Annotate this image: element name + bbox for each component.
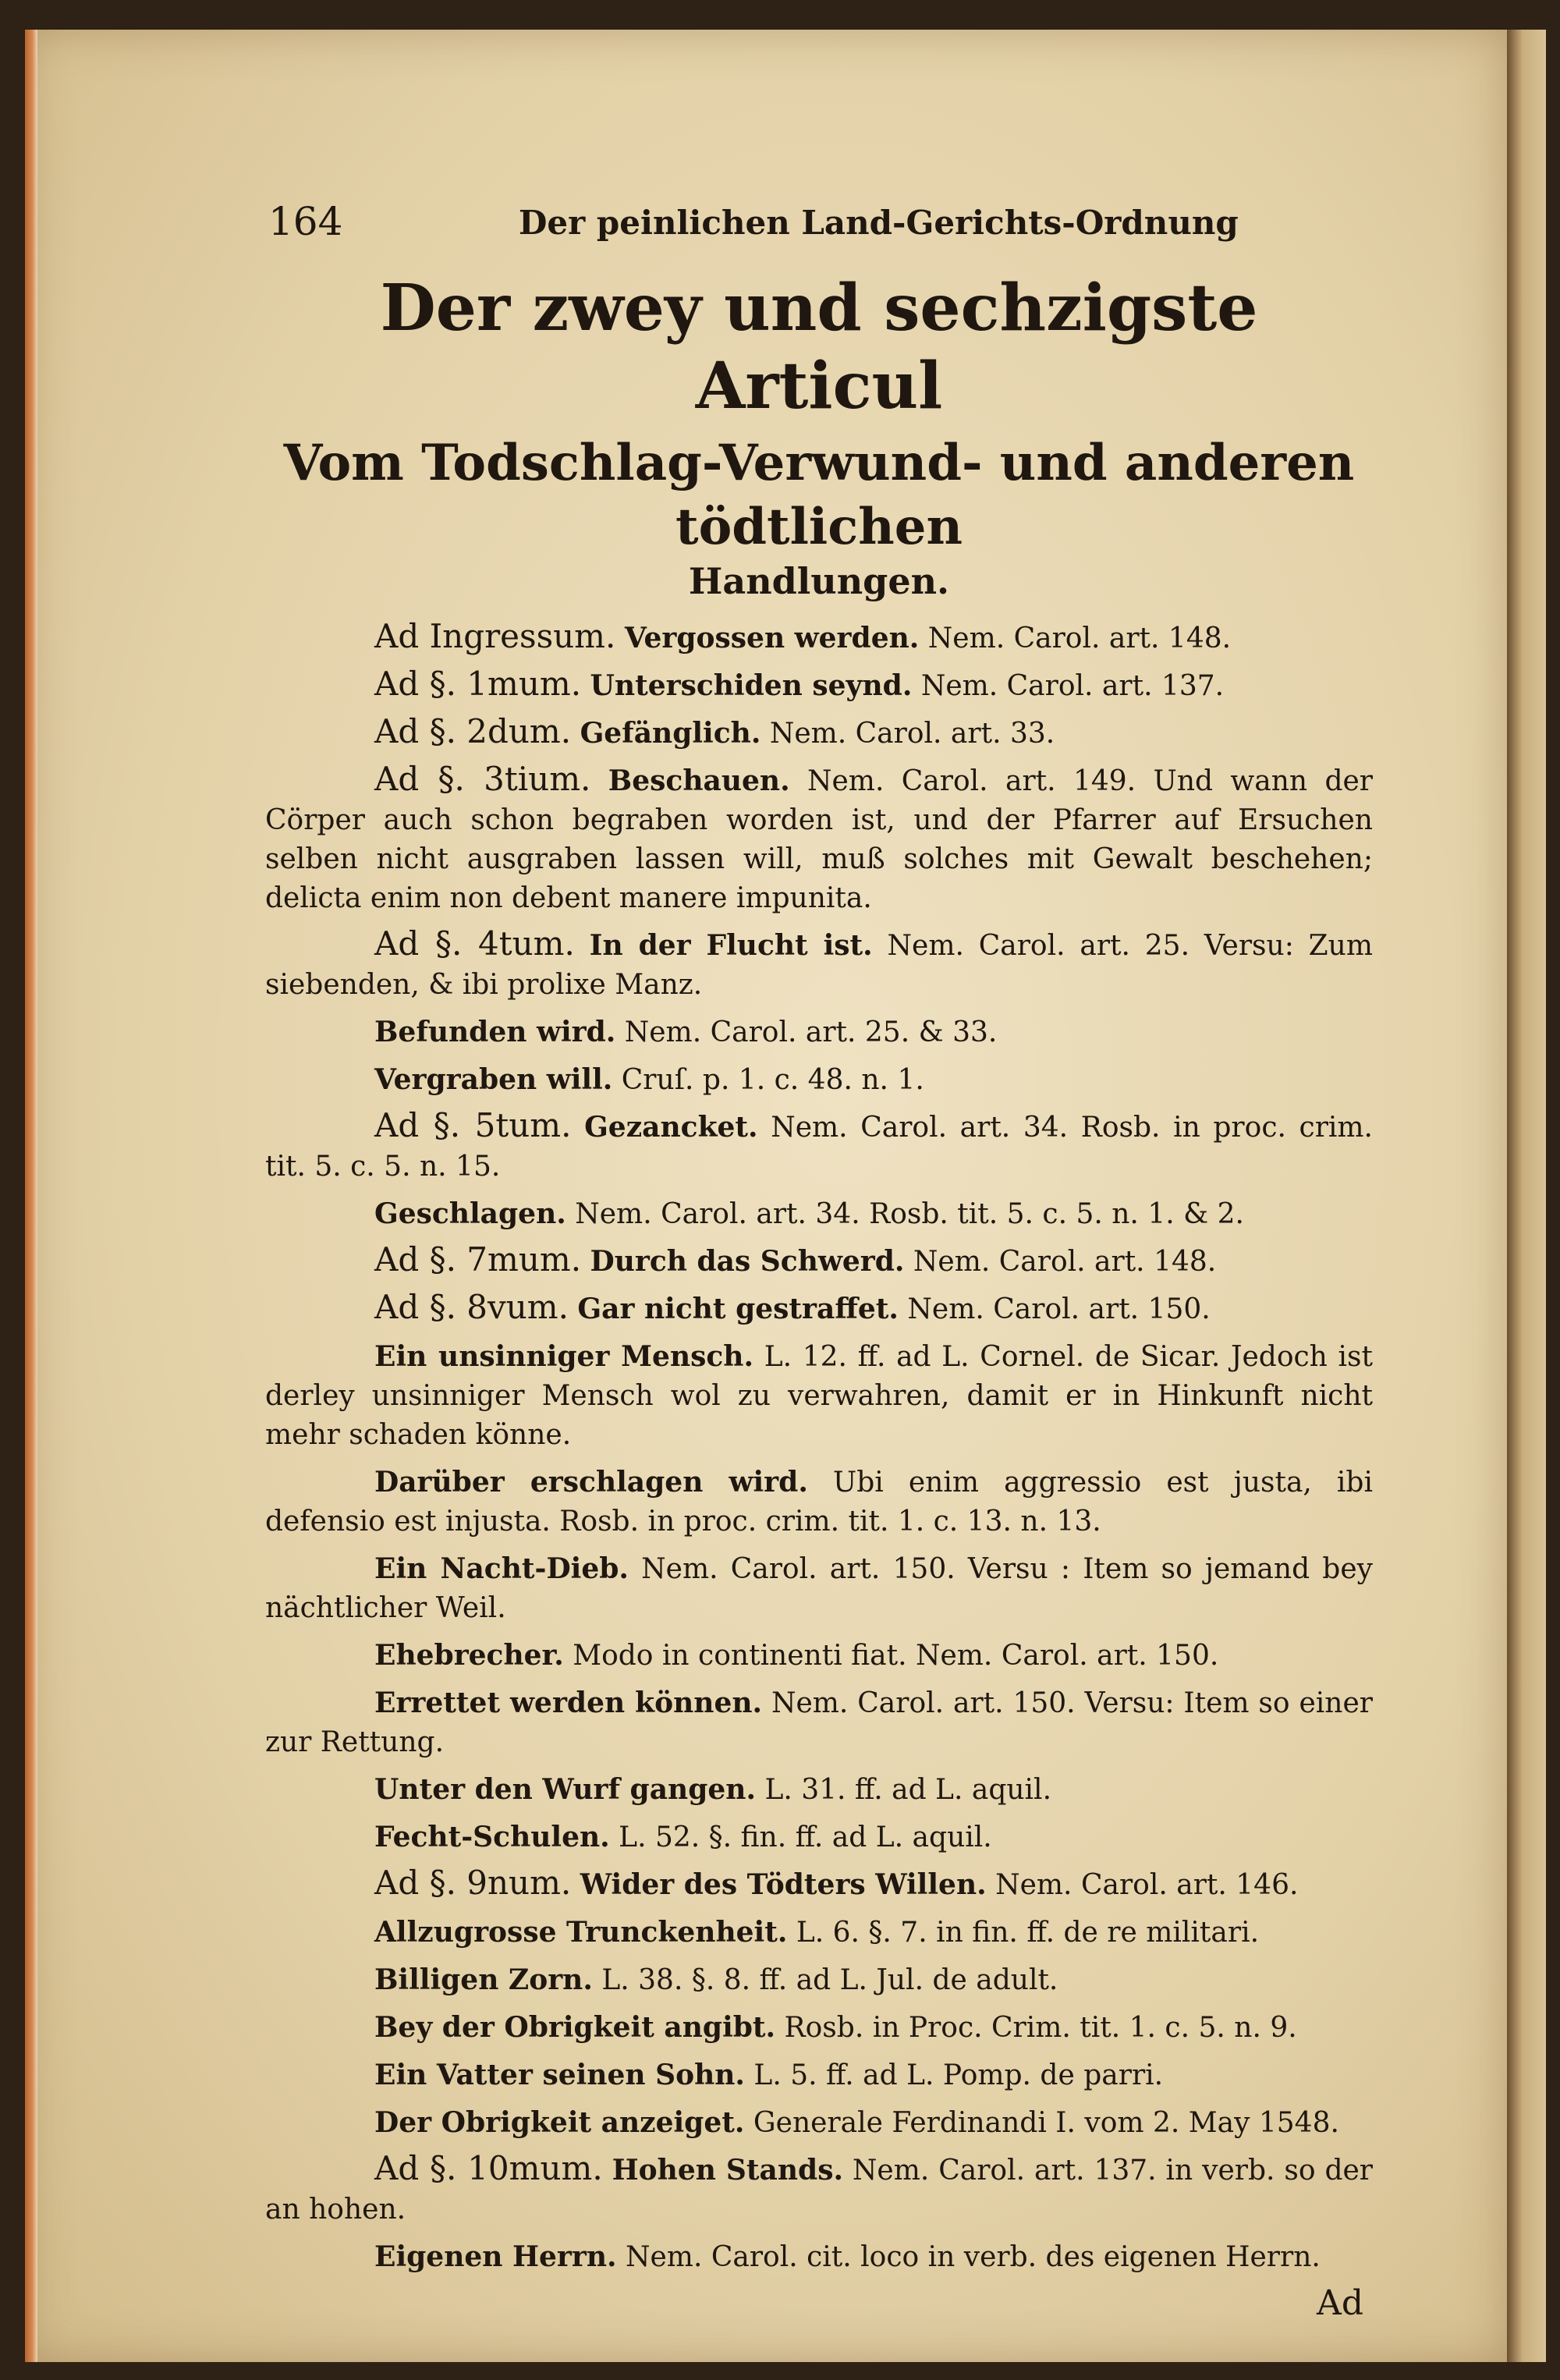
entry-keyword: In der Flucht ist.	[589, 929, 873, 962]
entry-list	[265, 617, 1373, 2277]
entry	[265, 1959, 1373, 2000]
entry-keyword: Der Obrigkeit anzeiget.	[374, 2106, 745, 2139]
entry	[265, 1193, 1373, 1234]
entry	[265, 2149, 1373, 2229]
entry-text: Nem. Carol. art. 150. Versu : Item so jemand bey nächtlicher Weil.	[265, 1553, 1373, 1624]
entry-keyword: Fecht-Schulen.	[374, 1821, 610, 1853]
entry-text: Cruſ. p. 1. c. 48. n. 1.	[621, 1064, 924, 1096]
entry-ad: Ad §. 1mum.	[374, 665, 582, 703]
entry-text: Nem. Carol. art. 34. Rosb. in proc. crim. tit. 5. c. 5. n. 15.	[265, 1112, 1374, 1183]
entry-keyword: Ein unsinniger Mensch.	[374, 1340, 754, 1373]
entry-text: Nem. Carol. art. 149. Und wann der Cörper auch schon begraben worden ist, und der Pfarrer auf Ersuchen selben nicht ausgraben lassen will, muß solches mit Gewalt beschehen; delicta enim non debent manere impunita.	[265, 765, 1374, 914]
entry-keyword: Ein Nacht-Dieb.	[374, 1552, 629, 1585]
entry-text: Nem. Carol. art. 146.	[995, 1869, 1299, 1901]
article-subtitle: Vom Todschlag-Verwund- und anderen tödtlichen	[283, 434, 1355, 556]
article-subtitle-continued: Handlungen.	[688, 560, 950, 602]
entry-text: Nem. Carol. art. 137. in verb. so der an hohen.	[265, 2155, 1373, 2226]
entry-keyword: Vergraben will.	[374, 1063, 613, 1096]
entry	[265, 1461, 1373, 1541]
entry-keyword: Geschlagen.	[374, 1197, 566, 1230]
entry-keyword: Eigenen Herrn.	[374, 2240, 617, 2273]
page-header	[265, 199, 1373, 254]
entry-text: Nem. Carol. art. 25. & 33.	[624, 1016, 998, 1048]
entry-text: Rosb. in Proc. Crim. tit. 1. c. 5. n. 9.	[784, 2012, 1297, 2044]
entry-ad: Ad §. 9num.	[374, 1864, 572, 1902]
next-page-edge	[1507, 30, 1546, 2362]
entry-keyword: Allzugrosse Trunckenheit.	[374, 1916, 788, 1949]
entry	[265, 2054, 1373, 2095]
catchword: Ad	[1317, 2283, 1363, 2323]
entry-keyword: Ein Vatter seinen Sohn.	[374, 2059, 745, 2091]
entry-ad: Ad §. 3tium.	[374, 760, 591, 798]
entry	[265, 1864, 1373, 1905]
entry-text: Nem. Carol. art. 25. Versu: Zum siebenden, & ibi prolixe Manz.	[265, 930, 1373, 1001]
entry-text: Nem. Carol. art. 148.	[927, 622, 1232, 654]
entry-text: Modo in continenti fiat. Nem. Carol. art. 150.	[573, 1640, 1219, 1672]
entry-text: Nem. Carol. art. 34. Rosb. tit. 5. c. 5. n. 1. & 2.	[575, 1198, 1244, 1230]
entry-text: L. 52. §. fin. ff. ad L. aquil.	[619, 1821, 992, 1853]
entry-keyword: Errettet werden können.	[374, 1687, 763, 1719]
entry	[265, 1059, 1373, 1100]
entry-text: L. 5. ff. ad L. Pomp. de parri.	[753, 2059, 1164, 2091]
entry-text: Ubi enim aggressio est justa, ibi defensio est injusta. Rosb. in proc. crim. tit. 1. c. 13. n. 13.	[265, 1467, 1373, 1538]
entry	[265, 1682, 1373, 1762]
entry	[265, 617, 1373, 658]
entry-text: Nem. Carol. art. 33.	[769, 718, 1055, 750]
entry	[265, 760, 1373, 918]
entry-keyword: Durch das Schwerd.	[590, 1245, 905, 1278]
entry	[265, 2236, 1373, 2277]
entry	[265, 1816, 1373, 1857]
entry-text: Nem. Carol. art. 148.	[913, 1246, 1217, 1278]
entry	[265, 1011, 1373, 1052]
entry-keyword: Gefänglich.	[580, 717, 761, 750]
entry-keyword: Bey der Obrigkeit angibt.	[374, 2011, 776, 2044]
entry-keyword: Ehebrecher.	[374, 1639, 564, 1672]
entry	[265, 1768, 1373, 1810]
entry-keyword: Gezancket.	[584, 1111, 758, 1144]
entry-keyword: Darüber erschlagen wird.	[374, 1466, 808, 1499]
entry	[265, 2102, 1373, 2143]
entry-text: L. 6. §. 7. in fin. ff. de re militari.	[796, 1917, 1260, 1949]
entry-text: Nem. Carol. art. 150.	[907, 1293, 1211, 1325]
article-title: Der zwey und sechzigste Articul	[380, 271, 1258, 424]
entry	[265, 924, 1373, 1005]
entry-ad: Ad §. 7mum.	[374, 1240, 582, 1279]
entry-text: L. 38. §. 8. ff. ad L. Jul. de adult.	[601, 1964, 1058, 1996]
entry	[265, 665, 1373, 706]
entry	[265, 1634, 1373, 1676]
entry-text: L. 31. ff. ad L. aquil.	[764, 1774, 1052, 1806]
entry	[265, 1288, 1373, 1329]
entry	[265, 1106, 1373, 1186]
entry-text: Nem. Carol. cit. loco in verb. des eigenen Herrn.	[626, 2241, 1321, 2273]
page-number: 164	[268, 199, 343, 244]
entry-ad: Ad §. 10mum.	[374, 2149, 603, 2187]
entry-ad: Ad §. 2dum.	[374, 712, 572, 750]
entry	[265, 712, 1373, 754]
entry-keyword: Unterschiden seynd.	[590, 669, 913, 702]
entry-text: Nem. Carol. art. 137.	[920, 670, 1225, 702]
entry-keyword: Gar nicht gestraffet.	[577, 1293, 899, 1325]
page-edge	[25, 30, 37, 2362]
entry-keyword: Hohen Stands.	[612, 2154, 843, 2187]
entry-keyword: Beschauen.	[608, 764, 790, 797]
text-block	[265, 199, 1373, 2323]
entry	[265, 1548, 1373, 1628]
entry-ad: Ad §. 8vum.	[374, 1288, 569, 1326]
entry	[265, 1240, 1373, 1282]
entry-text: L. 12. ff. ad L. Cornel. de Sicar. Jedoch ist derley unsinniger Mensch wol zu verwahren, damit er in Hinkunft nicht mehr schaden könne.	[265, 1341, 1373, 1451]
entry-ad: Ad §. 5tum.	[374, 1106, 572, 1144]
entry-keyword: Befunden wird.	[374, 1016, 616, 1048]
entry-ad: Ad Ingressum.	[374, 617, 616, 655]
entry-keyword: Unter den Wurf gangen.	[374, 1773, 756, 1806]
entry-keyword: Billigen Zorn.	[374, 1963, 593, 1996]
entry	[265, 1911, 1373, 1953]
running-head: Der peinlichen Land-Gerichts-Ordnung	[519, 204, 1239, 242]
entry	[265, 1335, 1373, 1455]
entry-keyword: Wider des Tödters Willen.	[580, 1868, 987, 1901]
entry-keyword: Vergossen werden.	[624, 622, 920, 654]
entry-text: Generale Ferdinandi I. vom 2. May 1548.	[753, 2107, 1339, 2139]
entry-ad: Ad §. 4tum.	[374, 924, 575, 963]
entry	[265, 2006, 1373, 2048]
entry-text: Nem. Carol. art. 150. Versu: Item so einer zur Rettung.	[265, 1687, 1373, 1758]
